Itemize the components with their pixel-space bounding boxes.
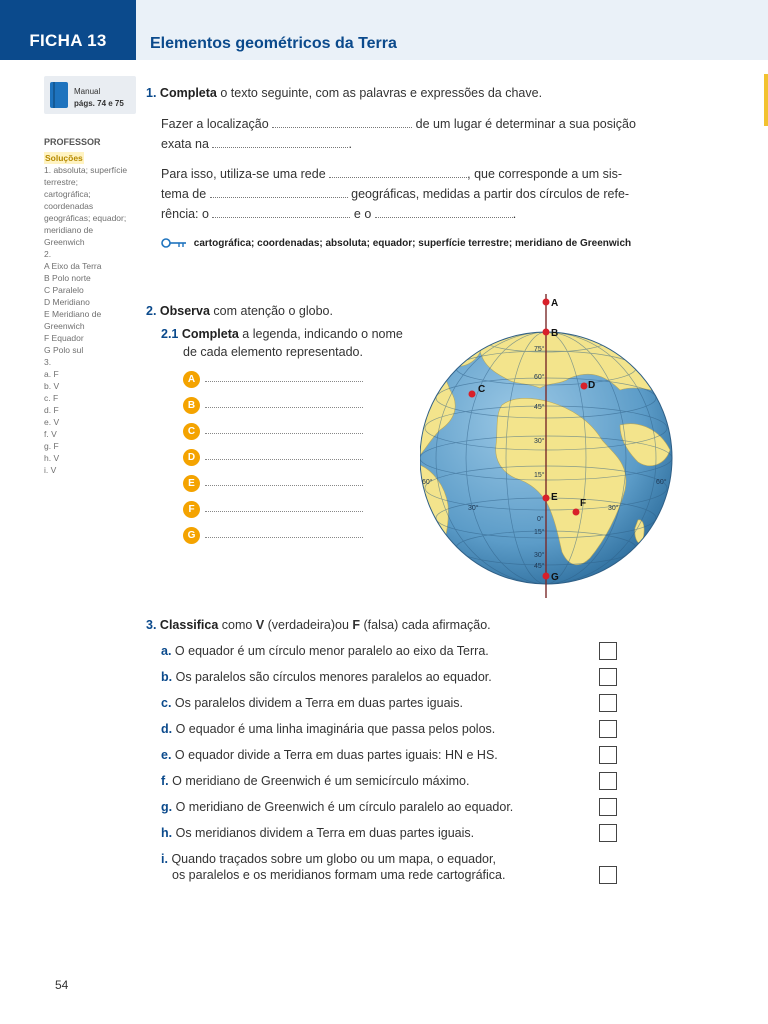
marker-f (573, 509, 580, 516)
page-header (0, 0, 768, 60)
answer-checkbox[interactable] (599, 694, 617, 712)
answer-checkbox[interactable] (599, 642, 617, 660)
answer-checkbox[interactable] (599, 668, 617, 686)
answer-blank[interactable] (205, 381, 363, 382)
solution-line: meridiano de (44, 225, 94, 235)
degree-label: 15° (534, 472, 545, 479)
statement-item (161, 670, 492, 684)
solution-line: e. V (44, 417, 60, 427)
statement-text: O equador é um círculo menor paralelo ao eixo da Terra. (174, 644, 489, 658)
solution-line: D Meridiano (44, 297, 90, 307)
answer-checkbox[interactable] (599, 772, 617, 790)
solution-line: Greenwich (44, 237, 85, 247)
question-2-prompt (146, 304, 333, 318)
q1-line-4 (161, 184, 629, 204)
answer-checkbox[interactable] (599, 866, 617, 884)
blank-field[interactable] (212, 138, 348, 148)
subquestion-number: 2.1 (161, 327, 179, 341)
q1-line-3 (161, 164, 622, 184)
page-number: 54 (55, 978, 69, 992)
degree-label: 0° (537, 516, 544, 523)
question-2-1-prompt-cont: de cada elemento representado. (183, 345, 363, 359)
answer-checkbox[interactable] (599, 746, 617, 764)
solutions-list (44, 164, 136, 476)
text-segment: Fazer a localização (161, 117, 269, 131)
globe-figure (420, 290, 676, 600)
question-text: com atenção o globo. (209, 304, 333, 318)
statement-text: O equador divide a Terra em duas partes iguais: HN e HS. (174, 748, 498, 762)
solution-line: 2. (44, 249, 52, 259)
globe-label-g: G (551, 572, 559, 583)
question-number: 3. (146, 618, 157, 632)
solution-line: F Equador (44, 333, 84, 343)
statement-text: O meridiano de Greenwich é um círculo paralelo ao equador. (175, 800, 514, 814)
statement-letter: a. (161, 644, 172, 658)
text-segment: geográficas, medidas a partir dos círculos de refe- (351, 187, 630, 201)
statement-text: Os paralelos dividem a Terra em duas partes iguais. (174, 696, 464, 710)
globe-illustration (420, 290, 676, 600)
degree-label: 60° (656, 479, 667, 486)
solution-line: coordenadas (44, 201, 94, 211)
statement-text: Os meridianos dividem a Terra em duas partes iguais. (175, 826, 475, 840)
solution-line: E Meridiano de (44, 309, 102, 319)
q1-line-5 (161, 204, 516, 224)
legend-badge: F (183, 501, 200, 518)
degree-label: 30° (534, 552, 545, 559)
solution-line: 1. absoluta; superfície (44, 165, 128, 175)
header-tag (0, 0, 136, 60)
globe-label-d: D (588, 380, 596, 391)
accent-bar (764, 74, 768, 126)
legend-badge: B (183, 397, 200, 414)
ficha-label: FICHA 13 (29, 31, 107, 50)
statement-text: Quando traçados sobre um globo ou um mapa, o equador, (171, 852, 496, 866)
marker-c (469, 391, 476, 398)
statement-item (161, 696, 463, 710)
text-segment: e o (353, 207, 372, 221)
statement-item (161, 644, 489, 658)
solution-line: d. F (44, 405, 59, 415)
solution-line: terrestre; (44, 177, 79, 187)
question-number: 2. (146, 304, 157, 318)
answer-blank[interactable] (205, 459, 363, 460)
answer-blank[interactable] (205, 433, 363, 434)
globe-label-a: A (551, 298, 559, 309)
solution-line: f. V (44, 429, 57, 439)
statement-letter: e. (161, 748, 172, 762)
statement-text: O meridiano de Greenwich é um semicírculo máximo. (172, 774, 470, 788)
book-icon (50, 82, 68, 108)
answer-blank[interactable] (205, 537, 363, 538)
blank-field[interactable] (272, 118, 412, 128)
solution-line: a. F (44, 369, 59, 379)
false-marker: F (352, 618, 361, 632)
statement-letter: b. (161, 670, 173, 684)
degree-label: 30° (468, 505, 479, 512)
text-segment: rência: o (161, 207, 209, 221)
legend-badge: G (183, 527, 200, 544)
blank-field[interactable] (329, 168, 467, 178)
degree-label: 30° (608, 505, 619, 512)
marker-b (543, 329, 550, 336)
marker-a (543, 299, 550, 306)
true-marker: V (255, 618, 265, 632)
question-verb: Observa (159, 304, 210, 318)
question-text: como (218, 618, 256, 632)
manual-label: Manual (74, 87, 101, 96)
teacher-sidebar (44, 76, 136, 476)
solution-line: cartográfica; (44, 189, 91, 199)
statement-item (161, 800, 513, 814)
answer-blank[interactable] (205, 485, 363, 486)
question-text: o texto seguinte, com as palavras e expressões da chave. (216, 86, 543, 100)
globe-label-f: F (580, 498, 587, 509)
answer-checkbox[interactable] (599, 720, 617, 738)
manual-pages: págs. 74 e 75 (74, 99, 124, 108)
q1-line-2 (161, 134, 352, 154)
globe-label-b: B (551, 328, 559, 339)
solution-line: c. F (44, 393, 59, 403)
statement-letter: f. (161, 774, 169, 788)
question-text: (falsa) cada afirmação. (360, 618, 491, 632)
key-list: cartográfica; coordenadas; absoluta; equador; superfície terrestre; meridiano de Greenwich (193, 238, 632, 249)
question-number: 1. (146, 86, 157, 100)
question-1-prompt (146, 86, 542, 100)
text-segment: , que corresponde a um sis- (467, 167, 623, 181)
solutions-heading: Soluções (45, 153, 83, 163)
degree-label: 15° (534, 529, 545, 536)
blank-field[interactable] (375, 208, 513, 218)
solution-line: C Paralelo (44, 285, 84, 295)
statement-item (161, 748, 498, 762)
degree-label: 60° (422, 479, 433, 486)
solution-line: Greenwich (44, 321, 85, 331)
degree-label: 30° (534, 438, 545, 445)
statement-text: O equador é uma linha imaginária que passa pelos polos. (175, 722, 496, 736)
key-icon (161, 238, 187, 248)
marker-d (581, 383, 588, 390)
solution-line: g. F (44, 441, 59, 451)
degree-label: 75° (534, 346, 545, 353)
marker-g (543, 573, 550, 580)
globe-label-c: C (478, 384, 486, 395)
solution-line: i. V (44, 465, 57, 475)
statement-letter: d. (161, 722, 173, 736)
legend-badge: D (183, 449, 200, 466)
text-segment: de um lugar é determinar a sua posição (415, 117, 636, 131)
key-words (161, 238, 631, 249)
answer-blank[interactable] (205, 407, 363, 408)
statement-item (161, 826, 474, 840)
question-verb: Completa (159, 86, 217, 100)
professor-heading: PROFESSOR (44, 137, 101, 147)
text-segment: tema de (161, 187, 207, 201)
globe-label-e: E (551, 492, 558, 503)
blank-field[interactable] (210, 188, 348, 198)
marker-e (543, 495, 550, 502)
legend-badge: A (183, 371, 200, 388)
header-band (136, 0, 768, 60)
statement-letter: c. (161, 696, 172, 710)
question-2-1-prompt (161, 327, 403, 341)
degree-label: 60° (534, 374, 545, 381)
solution-line: b. V (44, 381, 60, 391)
solution-line: G Polo sul (44, 345, 84, 355)
statement-letter: i. (161, 852, 168, 866)
statement-letter: g. (161, 800, 173, 814)
statement-item (161, 774, 469, 788)
statement-item (161, 722, 495, 736)
answer-checkbox[interactable] (599, 824, 617, 842)
legend-badge: E (183, 475, 200, 492)
text-segment: Para isso, utiliza-se uma rede (161, 167, 326, 181)
statement-item (161, 852, 496, 866)
text-segment: exata na (161, 137, 209, 151)
manual-reference (44, 76, 136, 114)
question-3-prompt (146, 618, 491, 632)
answer-blank[interactable] (205, 511, 363, 512)
solution-line: 3. (44, 357, 52, 367)
q1-line-1 (161, 114, 636, 134)
statement-text: os paralelos e os meridianos formam uma rede cartográfica. (172, 868, 506, 882)
legend-badge: C (183, 423, 200, 440)
page-title: Elementos geométricos da Terra (150, 35, 397, 52)
statement-item (172, 868, 505, 882)
text-segment: . (348, 137, 352, 151)
text-segment: . (512, 207, 517, 221)
solution-line: B Polo norte (44, 273, 91, 283)
answer-checkbox[interactable] (599, 798, 617, 816)
question-verb: Completa (181, 327, 239, 341)
statement-text: Os paralelos são círculos menores paralelos ao equador. (175, 670, 492, 684)
blank-field[interactable] (212, 208, 350, 218)
question-text: (verdadeira)ou (264, 618, 353, 632)
degree-label: 45° (534, 404, 545, 411)
question-text: a legenda, indicando o nome (238, 327, 403, 341)
solution-line: A Eixo da Terra (44, 261, 102, 271)
statement-letter: h. (161, 826, 173, 840)
solution-line: geográficas; equador; (44, 213, 127, 223)
question-verb: Classifica (159, 618, 219, 632)
solution-line: h. V (44, 453, 60, 463)
degree-label: 45° (534, 563, 545, 570)
